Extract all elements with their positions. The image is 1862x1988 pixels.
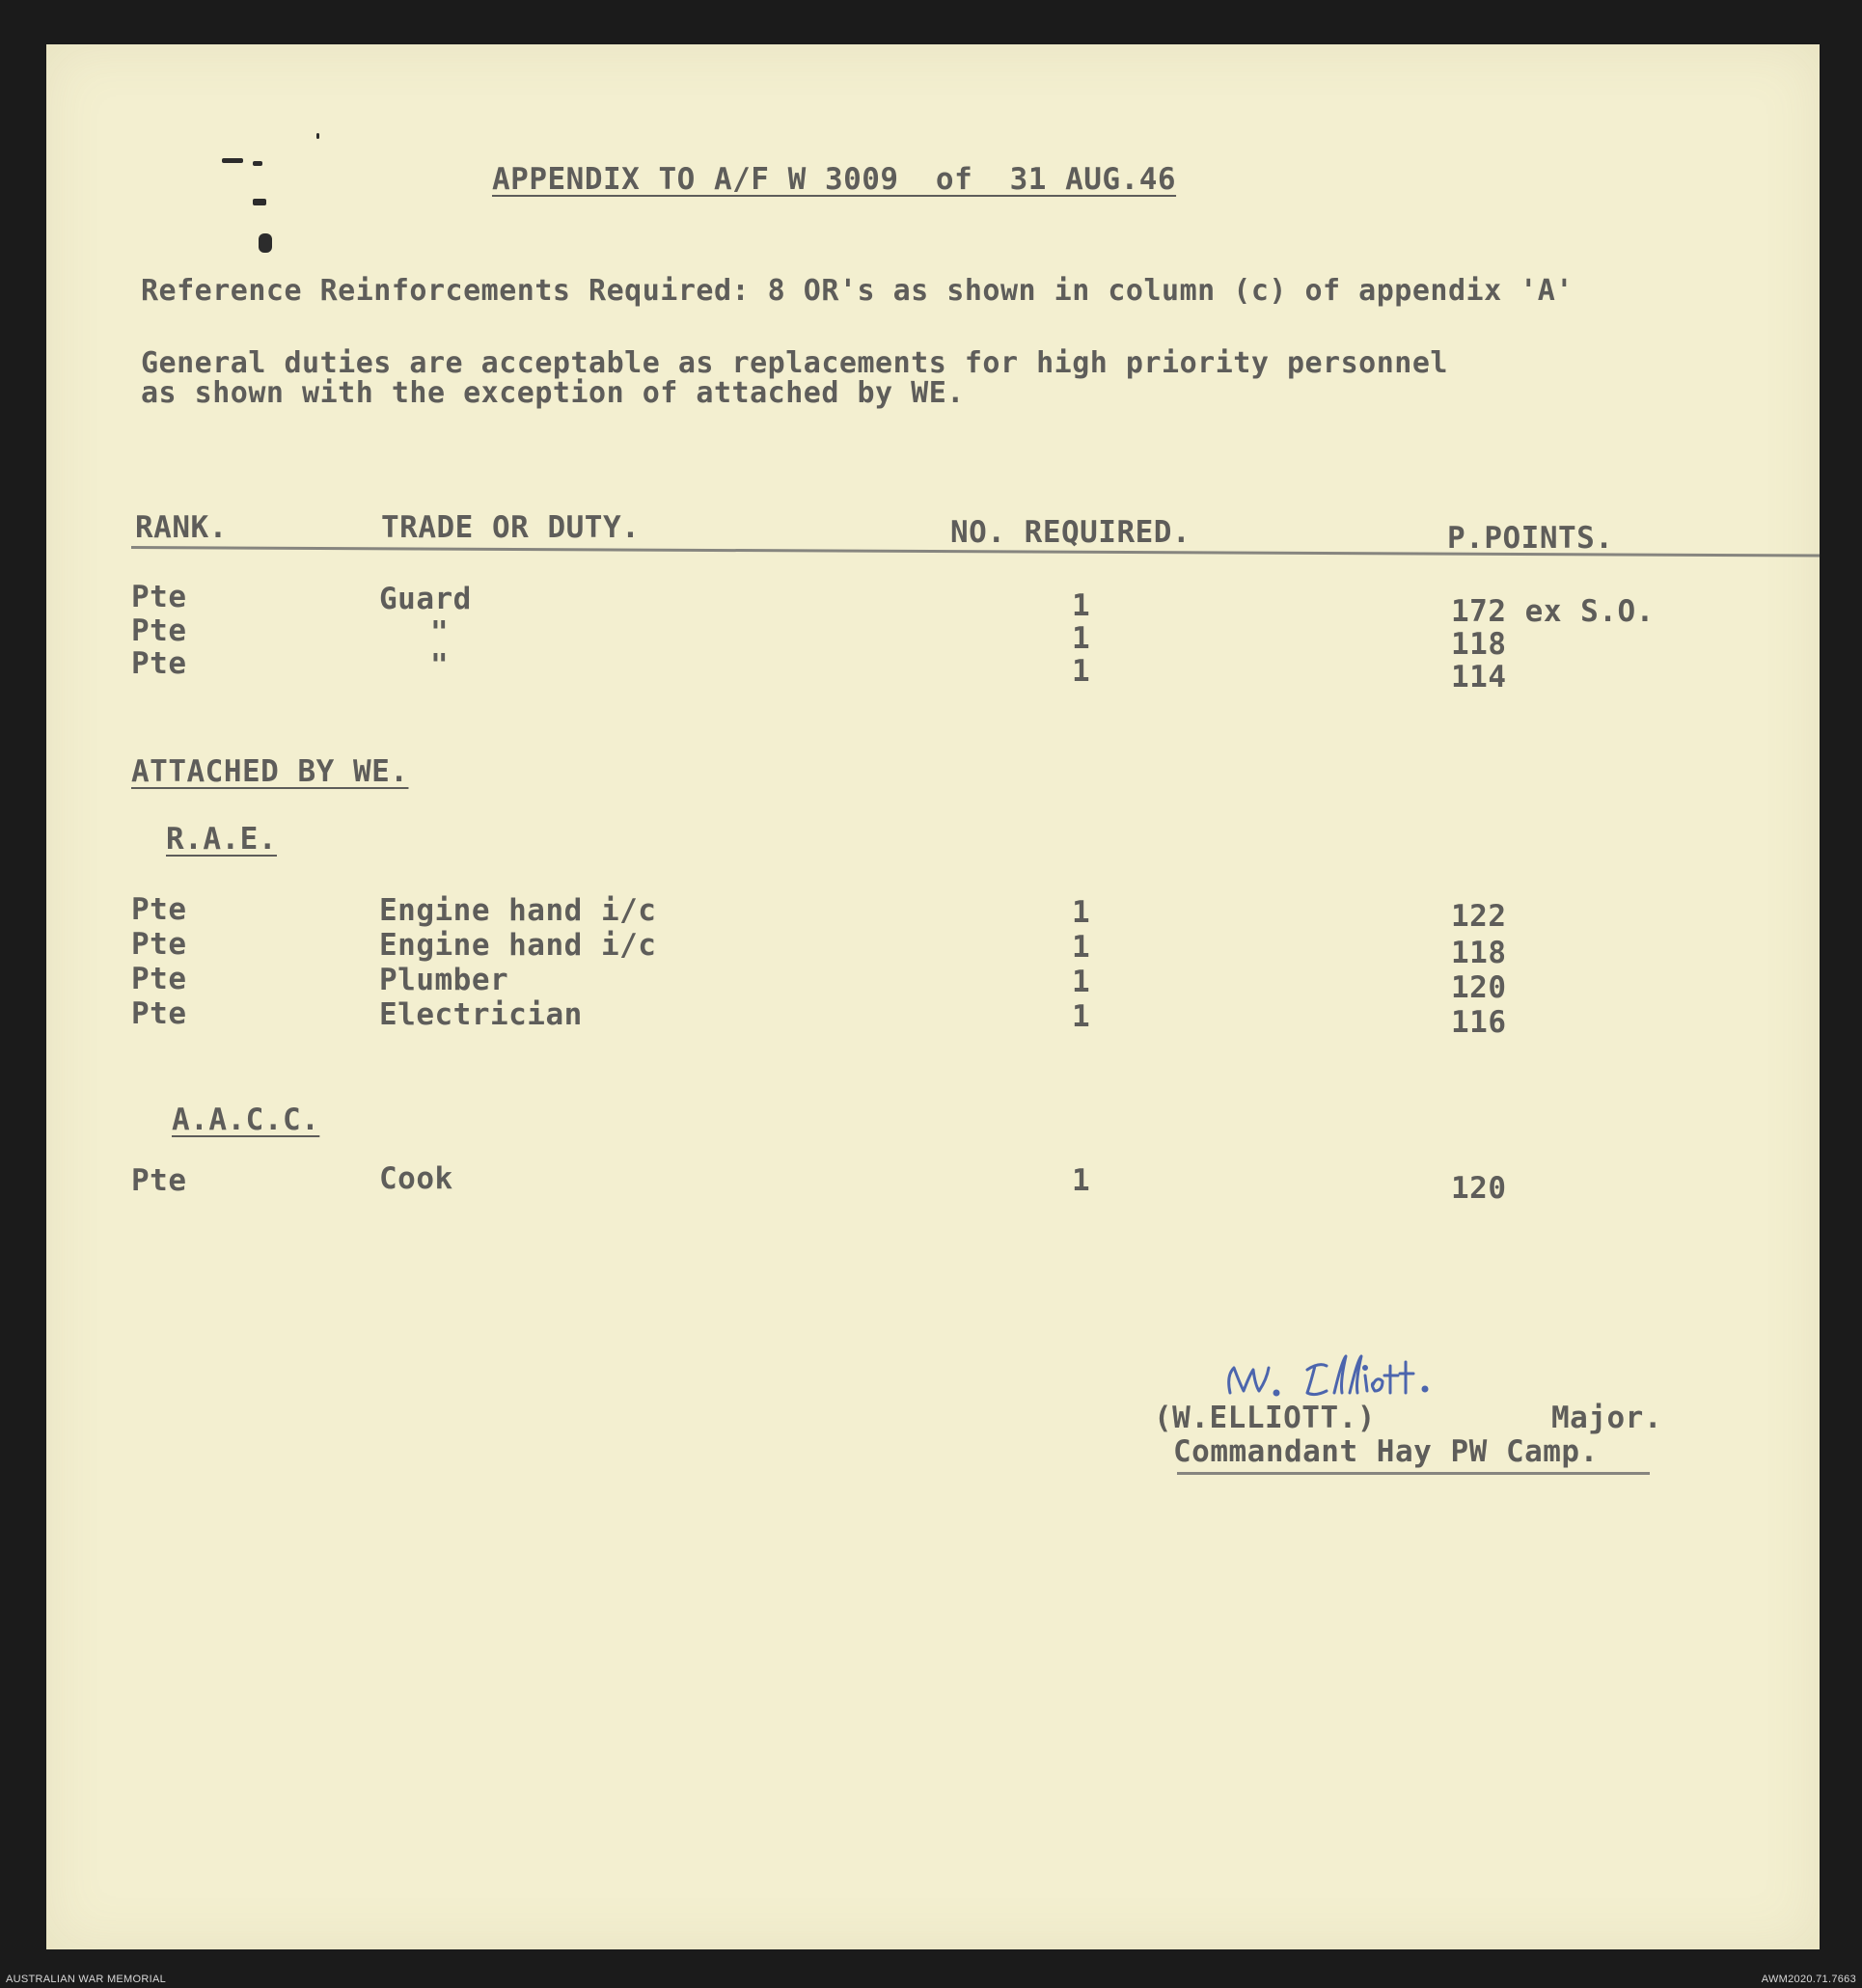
table-cell-number: 1 bbox=[1072, 965, 1091, 999]
table-cell-trade: " bbox=[430, 648, 450, 683]
page-title: APPENDIX TO A/F W 3009 of 31 AUG.46 bbox=[492, 162, 1177, 197]
section-heading-rae: R.A.E. bbox=[166, 822, 277, 857]
table-cell-rank: Pte bbox=[131, 646, 187, 681]
footer-right: AWM2020.71.7663 bbox=[1761, 1974, 1856, 1985]
pin-mark bbox=[222, 158, 243, 163]
table-cell-rank: Pte bbox=[131, 927, 187, 962]
table-cell-trade: Electrician bbox=[379, 997, 583, 1032]
signatory-name: (W.ELLIOTT.) bbox=[1154, 1401, 1376, 1435]
note-line: as shown with the exception of attached by WE. bbox=[141, 376, 965, 410]
table-cell-trade: Cook bbox=[379, 1161, 453, 1196]
table-cell-points: 122 bbox=[1451, 899, 1507, 934]
document-page bbox=[46, 44, 1820, 1949]
reference-line: Reference Reinforcements Required: 8 OR's as shown in column (c) of appendix 'A' bbox=[141, 274, 1574, 308]
note-line: General duties are acceptable as replacements for high priority personnel bbox=[141, 346, 1448, 380]
table-cell-trade: Engine hand i/c bbox=[379, 928, 657, 963]
table-cell-number: 1 bbox=[1072, 895, 1091, 930]
table-cell-number: 1 bbox=[1072, 930, 1091, 965]
table-cell-number: 1 bbox=[1072, 654, 1091, 689]
table-cell-number: 1 bbox=[1072, 588, 1091, 623]
table-cell-number: 1 bbox=[1072, 621, 1091, 656]
table-cell-rank: Pte bbox=[131, 962, 187, 996]
table-cell-number: 1 bbox=[1072, 1163, 1091, 1198]
pin-mark bbox=[253, 161, 262, 166]
table-cell-points: 118 bbox=[1451, 936, 1507, 970]
table-cell-points: 172 ex S.O. bbox=[1451, 594, 1655, 629]
table-cell-rank: Pte bbox=[131, 1163, 187, 1198]
signatory-rank: Major. bbox=[1551, 1401, 1662, 1435]
table-cell-points: 114 bbox=[1451, 660, 1507, 694]
table-cell-number: 1 bbox=[1072, 999, 1091, 1034]
section-heading-attached: ATTACHED BY WE. bbox=[131, 754, 409, 789]
signature-rule bbox=[1177, 1472, 1650, 1475]
signatory-title: Commandant Hay PW Camp. bbox=[1173, 1434, 1599, 1469]
table-cell-rank: Pte bbox=[131, 996, 187, 1031]
table-cell-trade: Guard bbox=[379, 582, 472, 616]
table-cell-points: 120 bbox=[1451, 970, 1507, 1005]
header-rank: RANK. bbox=[135, 510, 228, 545]
header-trade: TRADE OR DUTY. bbox=[381, 510, 641, 545]
pin-mark bbox=[253, 199, 266, 205]
table-cell-points: 120 bbox=[1451, 1171, 1507, 1206]
table-cell-rank: Pte bbox=[131, 580, 187, 614]
pin-mark bbox=[259, 233, 272, 253]
header-number: NO. REQUIRED. bbox=[950, 515, 1191, 550]
table-cell-trade: Plumber bbox=[379, 963, 509, 997]
footer-left: AUSTRALIAN WAR MEMORIAL bbox=[6, 1974, 167, 1985]
table-cell-trade: " bbox=[430, 615, 450, 650]
section-heading-aacc: A.A.C.C. bbox=[172, 1103, 320, 1137]
table-cell-points: 116 bbox=[1451, 1005, 1507, 1040]
pin-mark bbox=[316, 133, 319, 139]
table-cell-rank: Pte bbox=[131, 892, 187, 927]
header-points: P.POINTS. bbox=[1447, 521, 1614, 556]
table-cell-points: 118 bbox=[1451, 627, 1507, 662]
table-cell-rank: Pte bbox=[131, 613, 187, 648]
table-cell-trade: Engine hand i/c bbox=[379, 893, 657, 928]
